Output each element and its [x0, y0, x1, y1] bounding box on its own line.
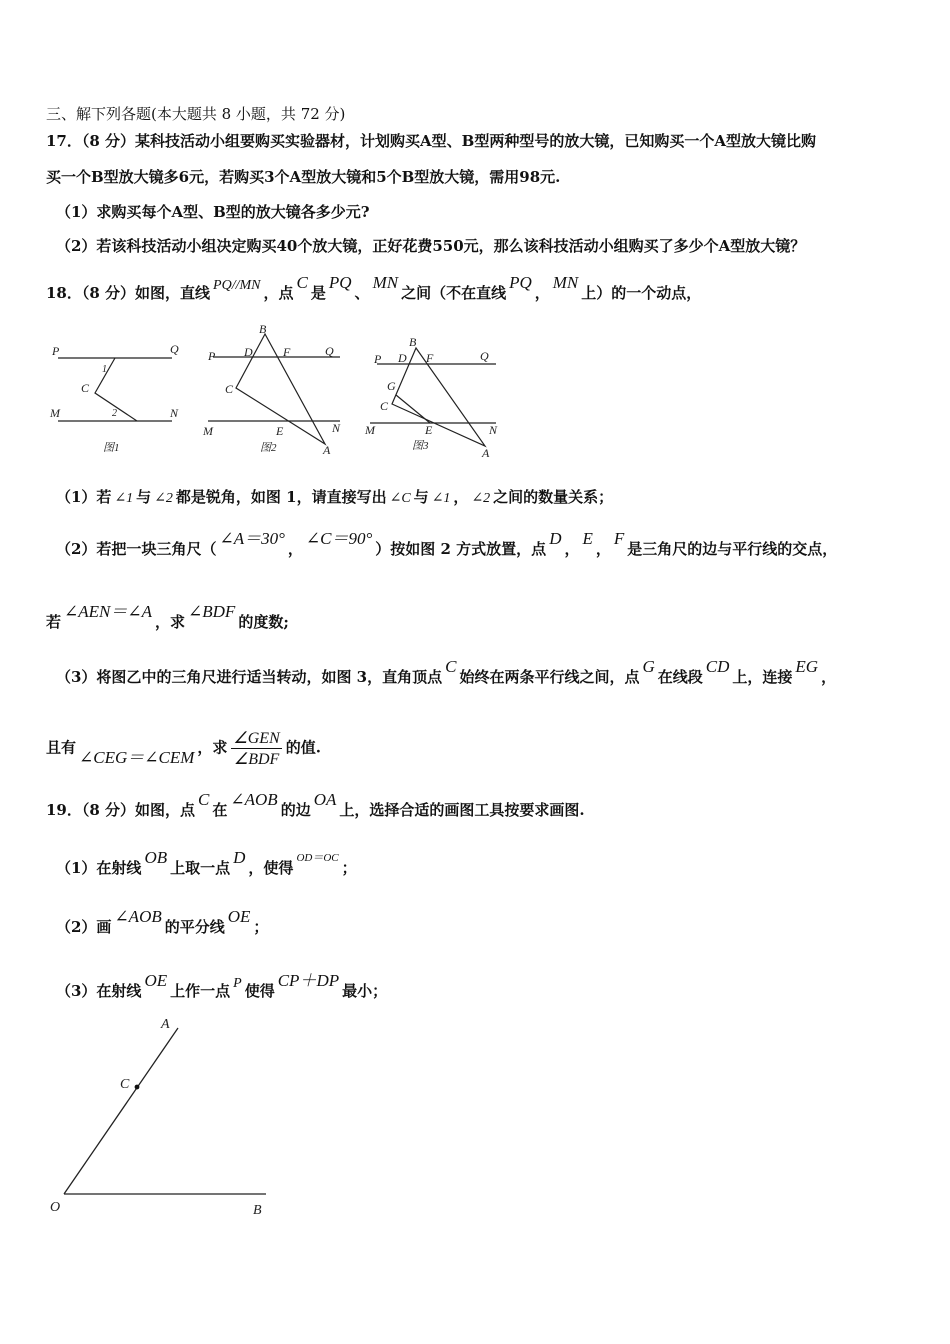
math-p: P — [233, 976, 242, 991]
q19-sub2 — [56, 907, 269, 937]
math-fraction — [231, 728, 281, 769]
text: （1）在射线 — [56, 859, 142, 877]
label-d: D — [244, 345, 253, 359]
text: ， — [287, 540, 303, 558]
math-aob: ∠AOB — [114, 907, 162, 926]
label-c: C — [81, 381, 90, 395]
math-angle1: ∠1 — [114, 491, 134, 506]
q19-stem — [46, 790, 585, 820]
label-q: Q — [325, 344, 334, 358]
q17-line1: 17．（8 分）某科技活动小组要购买实验器材，计划购买A型、B型两种型号的放大镜，已知购买一个A型放大镜比购 — [46, 132, 816, 150]
math-angle2: ∠2 — [154, 491, 173, 506]
math-mn: MN — [372, 273, 399, 292]
label-angle-2: 2 — [112, 408, 117, 419]
text: 且有 — [46, 738, 77, 757]
label-c: C — [120, 1077, 130, 1092]
text: ， — [564, 540, 580, 558]
text: 19．（8 分）如图，点 — [46, 801, 196, 819]
text: 的值. — [285, 738, 321, 757]
math-f: F — [613, 529, 625, 548]
text: 上取一点 — [170, 859, 231, 877]
q18-figures — [40, 320, 510, 465]
math-mn: MN — [552, 273, 579, 292]
label-b: B — [409, 335, 417, 349]
text: （1）若 — [56, 488, 112, 506]
fraction-numerator: ∠GEN — [233, 730, 280, 747]
math-pq-parallel-mn: PQ//MN — [213, 278, 261, 293]
math-d: D — [233, 848, 246, 867]
label-m: M — [365, 423, 375, 437]
text: 18．（8 分）如图，直线 — [46, 284, 211, 302]
text: 在线段 — [657, 668, 703, 686]
text: 的平分线 — [164, 918, 225, 936]
q18-sub2-cont — [46, 602, 289, 632]
math-angle2: ∠2 — [471, 491, 491, 506]
label-a: A — [482, 446, 490, 460]
math-aob: ∠AOB — [230, 790, 278, 809]
math-oe: OE — [144, 971, 168, 990]
label-angle-1: 1 — [102, 364, 107, 375]
text: 始终在两条平行线之间，点 — [459, 668, 640, 686]
text: 的边 — [280, 801, 311, 819]
q17-line2: 买一个B型放大镜多6元，若购买3个A型放大镜和5个B型放大镜，需用98元. — [46, 168, 561, 186]
text: （2）画 — [56, 918, 112, 936]
math-c: C — [445, 657, 457, 676]
text: 是三角尺的边与平行线的交点， — [627, 540, 838, 558]
q18-sub1 — [56, 486, 613, 507]
text: ； — [341, 859, 357, 877]
text: ， — [595, 540, 611, 558]
label-m: M — [203, 424, 213, 438]
label-n: N — [170, 406, 179, 420]
math-d: D — [549, 529, 562, 548]
text: 最小； — [342, 982, 388, 1000]
label-e: E — [276, 424, 284, 438]
label-a: A — [323, 443, 331, 457]
text: 上，选择合适的画图工具按要求画图. — [339, 801, 585, 819]
text: 是 — [310, 284, 326, 302]
q19-figure — [40, 1010, 280, 1220]
q18-sub2 — [56, 529, 838, 559]
math-angle-c: ∠C — [389, 491, 411, 506]
label-n: N — [332, 421, 341, 435]
math-pq: PQ — [509, 273, 532, 292]
q18-sub3-cont — [46, 728, 321, 769]
label-c: C — [380, 399, 389, 413]
text: 若 — [46, 613, 62, 631]
math-angle1: ∠1 — [431, 491, 451, 506]
text: （2）若把一块三角尺（ — [56, 540, 217, 558]
label-q: Q — [480, 349, 489, 363]
math-c: C — [296, 273, 308, 292]
math-pq: PQ — [328, 273, 352, 292]
q19-sub3 — [56, 971, 388, 1001]
caption-fig3: 图3 — [412, 440, 429, 452]
label-o: O — [50, 1200, 61, 1215]
label-b: B — [259, 322, 267, 336]
label-p: P — [208, 349, 216, 363]
math-e: E — [582, 529, 593, 548]
label-n: N — [489, 423, 498, 437]
text: 之间（不在直线 — [401, 284, 507, 302]
label-d: D — [398, 351, 407, 365]
label-p: P — [52, 344, 60, 358]
text: 使得 — [244, 982, 275, 1000]
segment-eg — [396, 395, 430, 423]
math-oe: OE — [227, 907, 251, 926]
q17-sub1: （1）求购买每个A型、B型的放大镜各多少元? — [56, 203, 370, 221]
text: 与 — [413, 488, 429, 506]
section-title: 三、解下列各题(本大题共 8 小题，共 72 分) — [46, 105, 346, 123]
math-c: C — [198, 790, 210, 809]
text: ，求 — [197, 738, 228, 757]
q19-sub1 — [56, 848, 357, 878]
math-eg: EG — [795, 657, 819, 676]
text: ， — [534, 284, 550, 302]
text: ，求 — [155, 613, 186, 631]
math-aen-eq-a: ∠AEN＝∠A — [64, 602, 152, 621]
text: ）按如图 2 方式放置，点 — [375, 540, 547, 558]
q18-stem — [46, 273, 702, 303]
label-b: B — [253, 1203, 262, 1218]
text: ， — [453, 488, 469, 506]
text: 都是锐角，如图 1，请直接写出 — [175, 488, 387, 506]
label-m: M — [50, 406, 60, 420]
q18-sub3 — [56, 657, 837, 687]
label-g: G — [387, 379, 396, 393]
text: （3）将图乙中的三角尺进行适当转动，如图 3，直角顶点 — [56, 668, 443, 686]
ray-oa — [64, 1028, 178, 1194]
text: 与 — [136, 488, 152, 506]
text: 、 — [354, 284, 370, 302]
fraction-denominator: ∠BDF — [233, 751, 280, 768]
text: 上，连接 — [732, 668, 793, 686]
text: 上）的一个动点， — [581, 284, 702, 302]
math-cd: CD — [705, 657, 730, 676]
text: ； — [253, 918, 269, 936]
label-f: F — [426, 351, 434, 365]
math-oa: OA — [313, 790, 337, 809]
label-c: C — [225, 382, 234, 396]
caption-fig2: 图2 — [260, 442, 277, 454]
math-bdf: ∠BDF — [188, 602, 236, 621]
text: 之间的数量关系； — [493, 488, 614, 506]
point-c — [135, 1085, 140, 1090]
math-ceg-eq-cem: ∠CEG＝∠CEM — [79, 747, 195, 767]
text: 在 — [212, 801, 228, 819]
q17-sub2: （2）若该科技活动小组决定购买40个放大镜，正好花费550元，那么该科技活动小组购买了多少个A型放大镜？ — [56, 237, 806, 255]
math-angle-c-90: ∠C＝90° — [305, 529, 373, 548]
math-ob: OB — [144, 848, 168, 867]
label-p: P — [374, 352, 382, 366]
text: （3）在射线 — [56, 982, 142, 1000]
text: ，点 — [263, 284, 294, 302]
math-angle-a-30: ∠A＝30° — [219, 529, 285, 548]
label-f: F — [283, 345, 291, 359]
text: 的度数; — [238, 613, 289, 631]
label-a: A — [161, 1017, 170, 1032]
math-cp-plus-dp: CP＋DP — [277, 971, 340, 990]
label-q: Q — [170, 342, 179, 356]
math-g: G — [642, 657, 655, 676]
text: 上作一点 — [170, 982, 231, 1000]
caption-fig1: 图1 — [103, 442, 120, 454]
text: ， — [821, 668, 837, 686]
label-e: E — [425, 423, 433, 437]
math-od-eq-oc: OD＝OC — [296, 852, 339, 864]
text: ，使得 — [248, 859, 294, 877]
